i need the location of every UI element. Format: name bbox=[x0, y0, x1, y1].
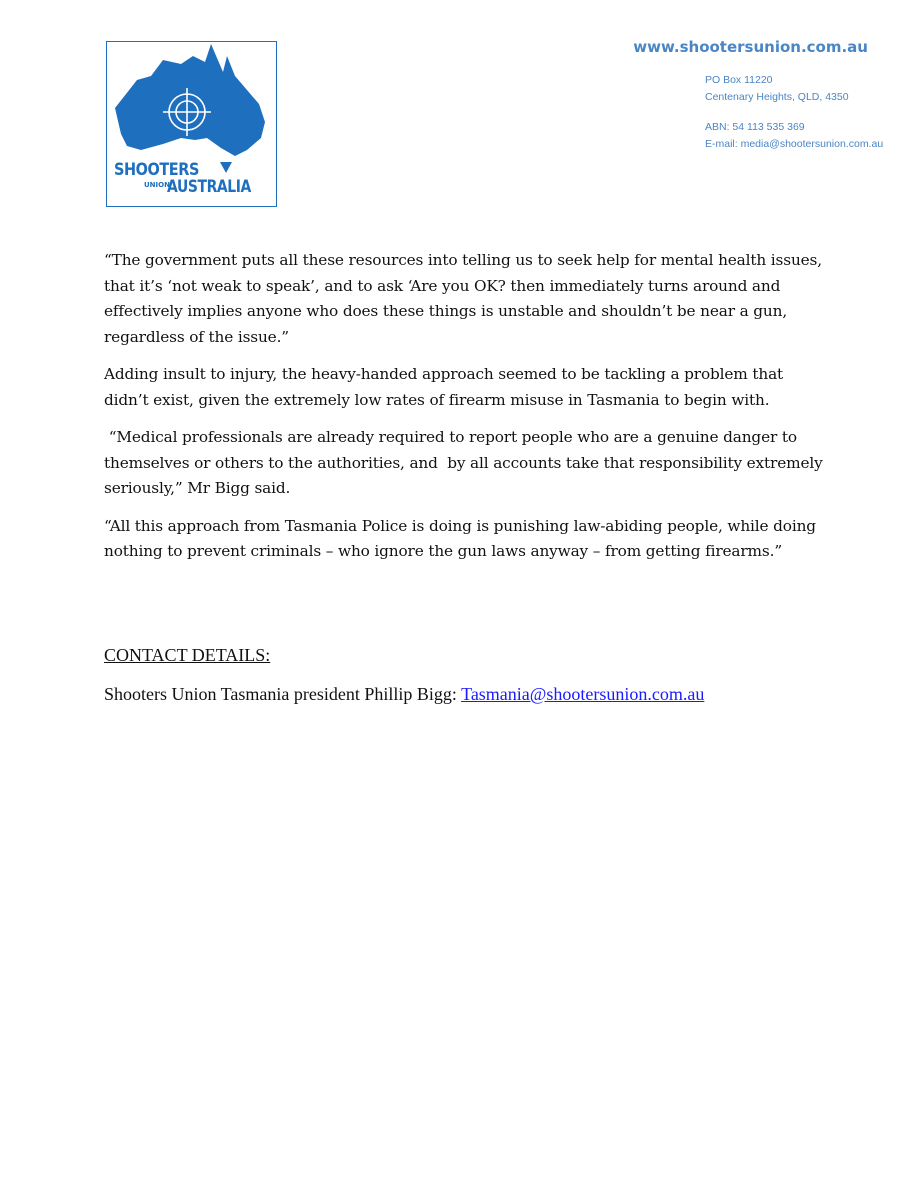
po-box: PO Box 11220 bbox=[705, 74, 773, 86]
suburb-line: Centenary Heights, QLD, 4350 bbox=[705, 91, 849, 103]
contact-label: Shooters Union Tasmania president Phillip Bigg: bbox=[104, 684, 462, 704]
logo-text-shooters: SHOOTERS bbox=[114, 160, 199, 180]
shooters-union-logo bbox=[106, 41, 277, 207]
contact-heading: CONTACT DETAILS: bbox=[104, 645, 271, 665]
contact-line bbox=[104, 684, 704, 705]
article-body bbox=[104, 248, 828, 577]
website-url: www.shootersunion.com.au bbox=[633, 38, 868, 56]
address-block bbox=[705, 72, 883, 153]
contact-email-link[interactable]: Tasmania@shootersunion.com.au bbox=[461, 684, 705, 704]
logo-text-australia: AUSTRALIA bbox=[167, 177, 251, 197]
paragraph: Adding insult to injury, the heavy-handed approach seemed to be tackling a problem that didn’t exist, given the extremely low rates of firearm misuse in Tasmania to begin with. bbox=[104, 365, 784, 409]
logo-text-union: UNION bbox=[144, 181, 170, 189]
address-spacer bbox=[705, 106, 883, 119]
abn-line: ABN: 54 113 535 369 bbox=[705, 121, 805, 133]
email-line: E-mail: media@shootersunion.com.au bbox=[705, 138, 884, 150]
paragraph: “All this approach from Tasmania Police is doing is punishing law-abiding people, while doing nothing to prevent criminals – who ignore the gun laws anyway – from getting firearms.” bbox=[104, 516, 816, 560]
paragraph: “The government puts all these resources into telling us to seek help for mental health issues, that it’s ‘not weak to speak’, and to ask ‘Are you OK? then immediately turns around and effectively implies anyone who does these things is unstable and shouldn’t be near a gun, regardless of the issue.” bbox=[104, 251, 822, 346]
paragraph: “Medical professionals are already required to report people who are a genuine danger to themselves or others to the authorities, and by all accounts take that responsibility extremely seriously,” Mr Bigg said. bbox=[104, 428, 828, 497]
